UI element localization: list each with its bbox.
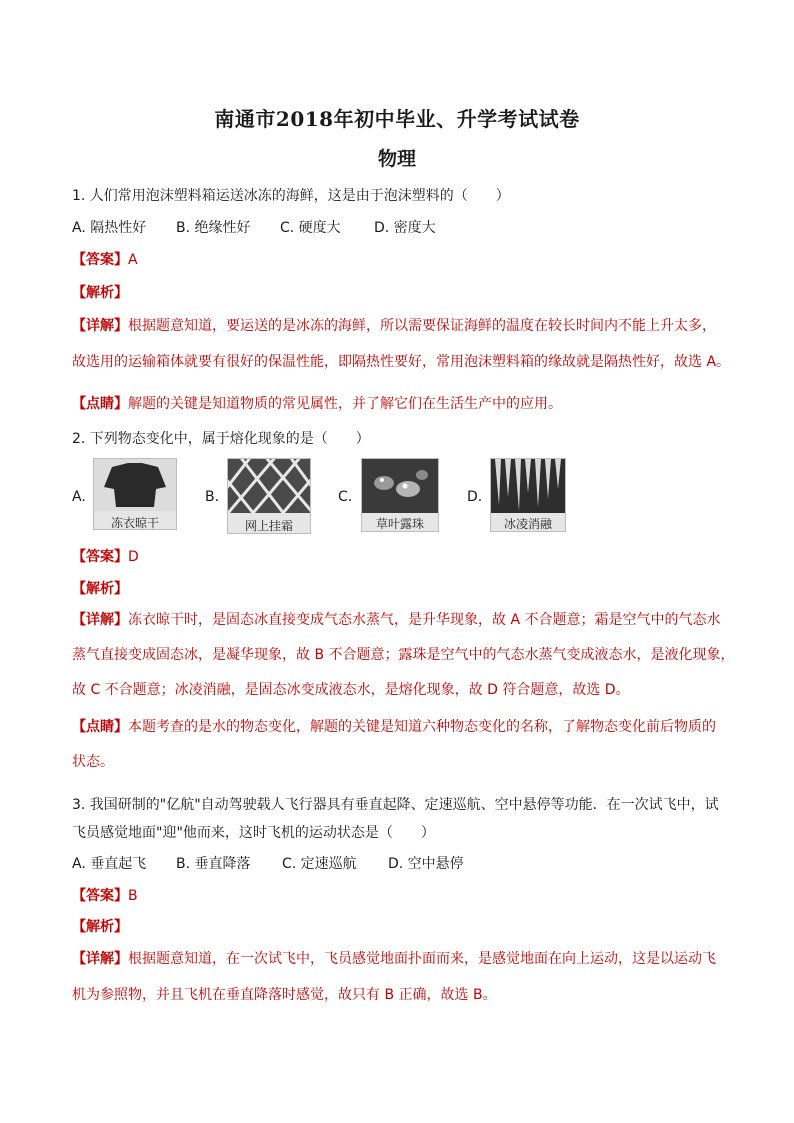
q2-image-frozen-clothes [93,458,177,530]
comment-label: 【点睛】 [72,396,128,412]
q1-answer [72,250,138,270]
exam-title: 南通市2018年初中毕业、升学考试试卷 [214,107,580,131]
q3-detail-text-1: 根据题意知道，在一次试飞中，飞员感觉地面扑面而来，是感觉地面在向上运动，这是以运动飞 [128,951,716,967]
q3-answer [72,886,138,906]
q1-option-a: A. 隔热性好 [72,220,147,236]
q1-option-b: B. 绝缘性好 [176,220,251,236]
analysis-label: 【解析】 [72,581,128,597]
q2-caption-d: 冰凌消融 [503,517,552,531]
q2-option-a-letter: A. [72,489,86,505]
q2-option-c-letter: C. [338,489,353,505]
q3-analysis [72,917,128,937]
q1-options [72,218,436,238]
q2-caption-c: 草叶露珠 [375,517,424,531]
q2-image-frost-net [227,458,311,534]
q1-comment [72,394,562,414]
q1-detail-line-1 [72,316,716,336]
comment-label: 【点睛】 [72,719,128,735]
subject-title: 物理 [377,148,416,170]
q3-options [72,854,464,874]
analysis-label: 【解析】 [72,285,128,301]
q3-detail-line-1 [72,949,716,969]
q1-analysis [72,283,128,303]
frozen-clothes-image [94,459,176,511]
q1-stem: 1. 人们常用泡沫塑料箱运送冰冻的海鲜，这是由于泡沫塑料的（ ） [72,188,510,204]
q3-option-b: B. 垂直降落 [176,856,251,872]
q3-answer-value: B [128,888,138,904]
q1-option-d: D. 密度大 [374,220,436,236]
q3-option-d: D. 空中悬停 [388,856,464,872]
frost-net-image [228,459,310,513]
detail-label: 【详解】 [72,951,128,967]
q2-comment-text-1: 本题考查的是水的物态变化，解题的关键是知道六种物态变化的名称，了解物态变化前后物质的 [128,719,716,735]
q2-detail-line-1 [72,610,720,630]
q2-comment-line-2: 状态。 [72,754,114,770]
detail-label: 【详解】 [72,318,128,334]
q1-detail-text-1: 根据题意知道，要运送的是冰冻的海鲜，所以需要保证海鲜的温度在较长时间内不能上升太多， [128,318,716,334]
q2-detail-line-2: 蒸气直接变成固态冰，是凝华现象，故 B 不合题意；露珠是空气中的气态水蒸气变成液态水，是液化现象， [72,647,735,663]
q2-image-dew [361,458,439,532]
q2-comment-line-1 [72,717,716,737]
q1-answer-value: A [128,252,138,268]
q2-detail-line-3: 故 C 不合题意；冰凌消融，是固态冰变成液态水，是熔化现象，故 D 符合题意，故选 D。 [72,682,630,698]
analysis-label: 【解析】 [72,919,128,935]
q2-option-b-letter: B. [205,489,220,505]
q1-comment-text: 解题的关键是知道物质的常见属性，并了解它们在生活生产中的应用。 [128,396,562,412]
q2-option-d-letter: D. [467,489,483,505]
detail-label: 【详解】 [72,612,128,628]
q3-option-a: A. 垂直起飞 [72,856,147,872]
q2-answer [72,547,139,567]
q1-option-c: C. 硬度大 [280,220,341,236]
answer-label: 【答案】 [72,252,128,268]
q3-stem-line-2: 飞员感觉地面"迎"他而来，这时飞机的运动状态是（ ） [72,825,435,841]
icicles-image [491,459,565,513]
q1-detail-line-2: 故选用的运输箱体就要有很好的保温性能，即隔热性要好，常用泡沫塑料箱的缘故就是隔热性好，故选 A。 [72,354,731,370]
q2-image-icicles [490,458,566,532]
q2-stem: 2. 下列物态变化中，属于熔化现象的是（ ） [72,431,370,447]
q2-answer-value: D [128,549,139,565]
answer-label: 【答案】 [72,549,128,565]
q2-caption-a: 冻衣晾干 [110,516,159,530]
q3-detail-line-2: 机为参照物，并且飞机在垂直降落时感觉，故只有 B 正确，故选 B。 [72,987,497,1003]
q2-analysis [72,579,128,599]
answer-label: 【答案】 [72,888,128,904]
q3-option-c: C. 定速巡航 [282,856,357,872]
q2-detail-text-1: 冻衣晾干时，是固态冰直接变成气态水蒸气，是升华现象，故 A 不合题意；霜是空气中的气态水 [128,612,721,628]
dew-drops-image [362,459,438,513]
q3-stem-line-1: 3. 我国研制的"亿航"自动驾驶载人飞行器具有垂直起降、定速巡航、空中悬停等功能．在一次试飞中，试 [72,797,719,813]
q2-caption-b: 网上挂霜 [244,519,293,533]
